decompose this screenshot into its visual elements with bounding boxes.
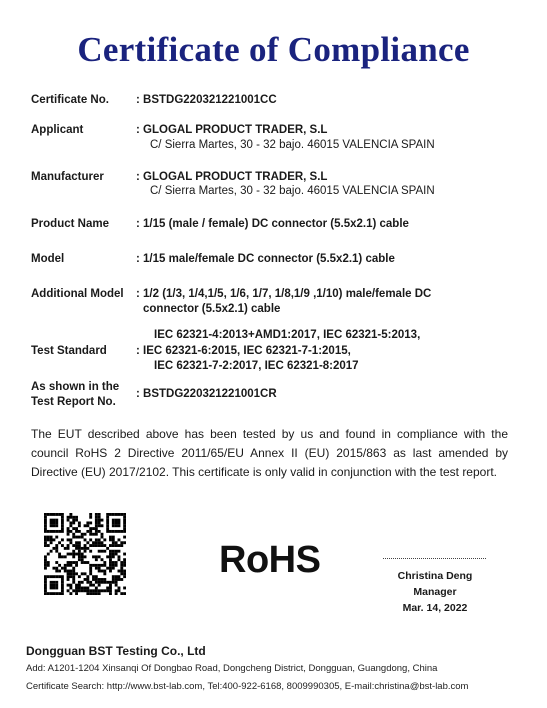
model-value: : 1/15 male/female DC connector (5.5x2.1) cable — [136, 253, 395, 265]
signer-title: Manager — [413, 586, 457, 598]
test-standard-line3: IEC 62321-7-2:2017, IEC 62321-8:2017 — [154, 360, 359, 372]
manufacturer-name: : GLOGAL PRODUCT TRADER, S.L — [136, 171, 328, 183]
certificate-title: Certificate of Compliance — [77, 30, 470, 69]
product-name-label: Product Name — [31, 218, 109, 230]
footer-company: Dongguan BST Testing Co., Ltd — [26, 644, 206, 658]
product-name-value: : 1/15 (male / female) DC connector (5.5x2.1) cable — [136, 218, 409, 230]
model-label: Model — [31, 253, 65, 265]
additional-model-label: Additional Model — [31, 288, 124, 300]
footer-contact: Certificate Search: http://www.bst-lab.com, Tel:400-922-6168, 8009990305, E-mail:christina@bst-lab.com — [26, 681, 469, 692]
additional-model-line1: : 1/2 (1/3, 1/4,1/5, 1/6, 1/7, 1/8,1/9 ,1/10) male/female DC — [136, 288, 432, 300]
qr-code — [44, 513, 126, 595]
additional-model-line2: connector (5.5x2.1) cable — [143, 303, 281, 315]
manufacturer-label: Manufacturer — [31, 171, 104, 183]
compliance-statement: The EUT described above has been tested by us and found in compliance with the council RoHS 2 Directive 2011/65/EU Annex II (EU) 2015/863 as last amended by Directive (EU) 2017/2102. This certificate is only valid in conjunction with the test report. — [31, 427, 508, 479]
report-no-value: : BSTDG220321221001CR — [136, 388, 277, 400]
signer-date: Mar. 14, 2022 — [402, 602, 468, 614]
certificate-no-label: Certificate No. — [31, 94, 109, 106]
applicant-label: Applicant — [31, 124, 84, 136]
signer-name: Christina Deng — [397, 570, 473, 582]
test-standard-label: Test Standard — [31, 345, 107, 357]
signer-block — [375, 568, 495, 616]
applicant-name: : GLOGAL PRODUCT TRADER, S.L — [136, 124, 328, 136]
applicant-address: C/ Sierra Martes, 30 - 32 bajo. 46015 VALENCIA SPAIN — [150, 139, 435, 151]
footer-address: Add: A1201-1204 Xinsanqi Of Dongbao Road, Dongcheng District, Dongguan, Guangdong, China — [26, 663, 438, 674]
report-no-label-line1: As shown in the — [31, 381, 120, 393]
manufacturer-address: C/ Sierra Martes, 30 - 32 bajo. 46015 VALENCIA SPAIN — [150, 185, 435, 197]
rohs-logo: RoHS — [219, 539, 321, 581]
signature-line — [383, 558, 486, 559]
test-standard-line1: IEC 62321-4:2013+AMD1:2017, IEC 62321-5:2013, — [154, 329, 421, 341]
test-standard-line2: : IEC 62321-6:2015, IEC 62321-7-1:2015, — [136, 345, 351, 357]
certificate-no-value: : BSTDG220321221001CC — [136, 94, 277, 106]
report-no-label-line2: Test Report No. — [31, 396, 116, 408]
